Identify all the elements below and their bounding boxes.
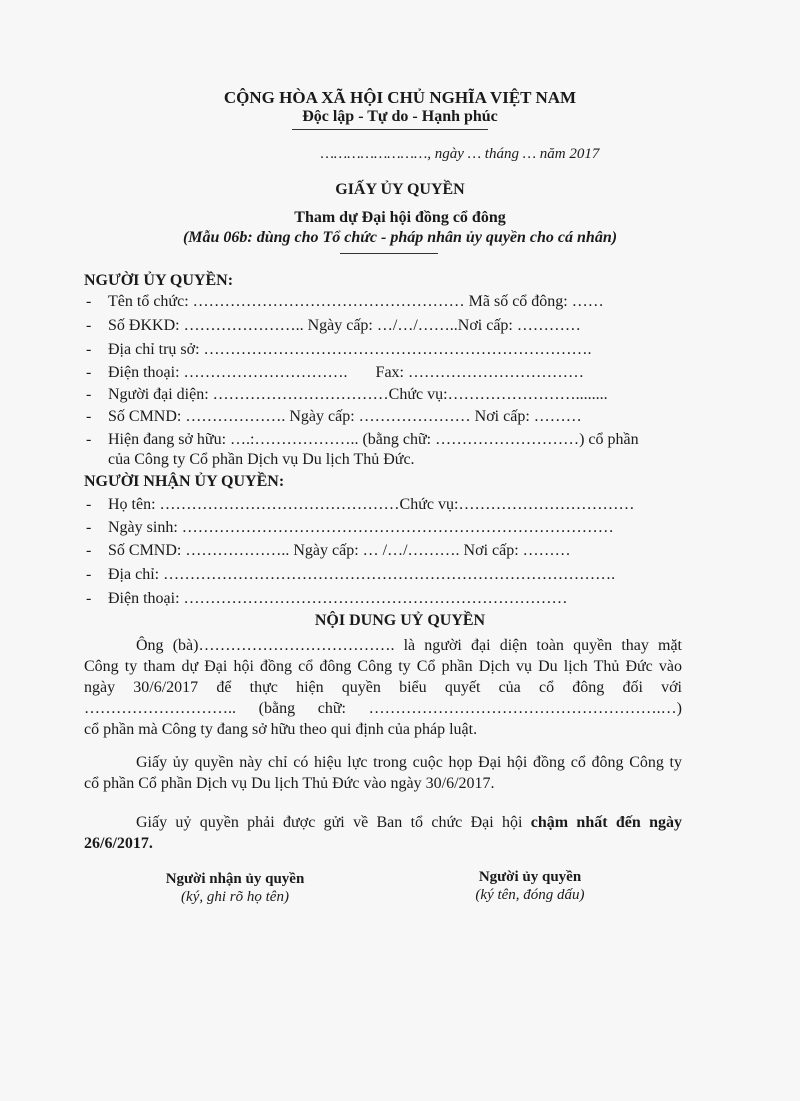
grantee-line: - Điện thoại: ……………………………………………………………… <box>86 590 568 607</box>
grantor-line: - Điện thoại: …………………………. Fax: …………………………… <box>86 364 584 381</box>
content-paragraph-line: Ông (bà)………………………………. là người đại diện toàn quyền thay mặt <box>136 637 682 654</box>
grantor-line: - Người đại diện: ……………………………Chức vụ:……………………........ <box>86 386 608 403</box>
deadline-paragraph-line: Giấy uỷ quyền phải được gửi về Ban tổ chức Đại hội chậm nhất đến ngày <box>136 814 683 831</box>
deadline-date: 26/6/2017. <box>84 835 153 852</box>
title-underline <box>340 253 438 254</box>
validity-paragraph-line: Giấy ủy quyền này chỉ có hiệu lực trong cuộc họp Đại hội đồng cổ đông Công ty <box>136 754 682 771</box>
grantee-heading: NGƯỜI NHẬN ỦY QUYỀN: <box>84 473 285 490</box>
grantor-line: - Số CMND: ………………. Ngày cấp: ………………… Nơi cấp: ……… <box>86 408 582 425</box>
grantor-line: - Số ĐKKD: ………………….. Ngày cấp: …/…/……..Nơi cấp: ………… <box>86 317 581 334</box>
grantor-signature-title: Người ủy quyền <box>478 869 582 885</box>
grantor-line: - Hiện đang sở hữu: ….:……………….. (bằng chữ: ………………………) cổ phần <box>86 431 639 448</box>
document-subtitle: Tham dự Đại hội đồng cổ đông <box>294 209 506 226</box>
validity-paragraph-line: cổ phần Cổ phần Dịch vụ Du lịch Thủ Đức vào ngày 30/6/2017. <box>84 775 495 792</box>
grantee-line: - Họ tên: ………………………………………Chức vụ:…………………………… <box>86 496 635 513</box>
date-line: ……………………, ngày … tháng … năm 2017 <box>320 146 600 162</box>
grantor-heading: NGƯỜI ỦY QUYỀN: <box>84 272 234 289</box>
grantor-line: - Tên tổ chức: …………………………………………… Mã số cổ đông: …… <box>86 293 604 310</box>
grantee-line: - Số CMND: ……………….. Ngày cấp: … /…/………. Nơi cấp: ……… <box>86 542 571 559</box>
grantee-line: - Ngày sinh: ……………………………………………………………………… <box>86 519 614 536</box>
grantor-continuation: của Công ty Cổ phần Dịch vụ Du lịch Thủ Đức. <box>108 451 415 468</box>
content-paragraph-line: ngày 30/6/2017 để thực hiện quyền biểu quyết của cổ đông đối với <box>84 679 682 696</box>
grantor-line: - Địa chỉ trụ sở: ………………………………………………………………. <box>86 341 592 358</box>
motto-underline <box>292 129 488 130</box>
grantor-signature-note: (ký tên, đóng dấu) <box>475 887 585 903</box>
nation-heading: CỘNG HÒA XÃ HỘI CHỦ NGHĨA VIỆT NAM <box>223 88 577 107</box>
grantee-signature-title: Người nhận ủy quyền <box>165 871 305 887</box>
content-paragraph-line: Công ty tham dự Đại hội đồng cổ đông Công ty Cổ phần Dịch vụ Du lịch Thủ Đức vào <box>84 658 682 675</box>
content-paragraph-line: ……………………….. (bằng chữ: ……………………………………………….…) <box>84 700 682 717</box>
form-note: (Mẫu 06b: dùng cho Tổ chức - pháp nhân ủy quyền cho cá nhân) <box>182 229 618 246</box>
grantee-signature-note: (ký, ghi rõ họ tên) <box>181 889 289 905</box>
document-title: GIẤY ỦY QUYỀN <box>335 181 465 198</box>
grantee-line: - Địa chỉ: …………………………………………………………………………. <box>86 566 616 583</box>
content-heading: NỘI DUNG UỶ QUYỀN <box>314 612 486 629</box>
content-paragraph-line: cổ phần mà Công ty đang sở hữu theo qui định của pháp luật. <box>84 721 478 738</box>
motto: Độc lập - Tự do - Hạnh phúc <box>302 108 498 125</box>
